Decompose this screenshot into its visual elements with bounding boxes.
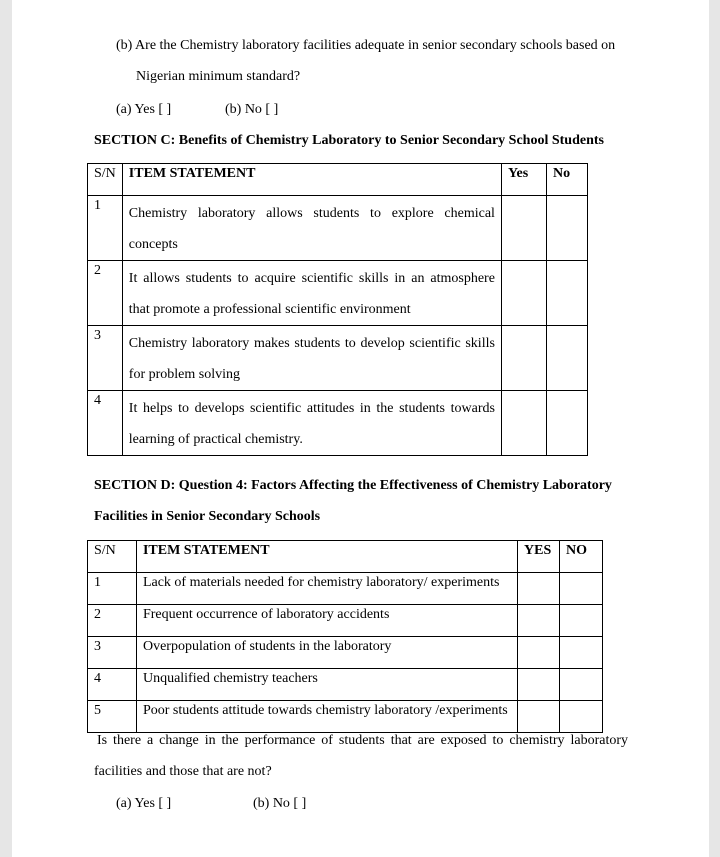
row-sn: 1 bbox=[88, 573, 137, 605]
header-yes: YES bbox=[518, 541, 560, 573]
yes-cell[interactable] bbox=[501, 391, 546, 456]
row-statement: Chemistry laboratory allows students to explore chemical concepts bbox=[122, 196, 501, 261]
no-cell[interactable] bbox=[560, 637, 603, 669]
section-c-table bbox=[87, 163, 588, 456]
table-row bbox=[88, 669, 603, 701]
section-d-title-label: SECTION D: Question 4 bbox=[94, 478, 243, 493]
question-b-option-yes[interactable]: (a) Yes [ ] bbox=[116, 102, 172, 117]
table-row bbox=[88, 261, 588, 326]
row-sn: 3 bbox=[88, 326, 123, 391]
document-page bbox=[12, 0, 709, 857]
row-statement: Overpopulation of students in the laboratory bbox=[136, 637, 517, 669]
header-no: NO bbox=[560, 541, 603, 573]
table-row bbox=[88, 701, 603, 733]
yes-cell[interactable] bbox=[501, 261, 546, 326]
row-statement: Unqualified chemistry teachers bbox=[136, 669, 517, 701]
row-sn: 3 bbox=[88, 637, 137, 669]
final-question-option-no[interactable]: (b) No [ ] bbox=[253, 796, 307, 811]
final-question-line2: facilities and those that are not? bbox=[94, 764, 272, 779]
header-item: ITEM STATEMENT bbox=[122, 164, 501, 196]
row-sn: 5 bbox=[88, 701, 137, 733]
final-question-option-yes[interactable]: (a) Yes [ ] bbox=[116, 796, 172, 811]
no-cell[interactable] bbox=[546, 196, 587, 261]
row-sn: 4 bbox=[88, 669, 137, 701]
table-row bbox=[88, 391, 588, 456]
row-sn: 2 bbox=[88, 605, 137, 637]
header-no: No bbox=[546, 164, 587, 196]
yes-cell[interactable] bbox=[501, 196, 546, 261]
yes-cell[interactable] bbox=[501, 326, 546, 391]
no-cell[interactable] bbox=[560, 605, 603, 637]
question-b-line1: (b) Are the Chemistry laboratory facilities adequate in senior secondary schools based on bbox=[116, 38, 616, 53]
table-row bbox=[88, 605, 603, 637]
row-statement: It helps to develops scientific attitudes in the students towards learning of practical chemistry. bbox=[122, 391, 501, 456]
no-cell[interactable] bbox=[560, 669, 603, 701]
row-statement: Lack of materials needed for chemistry laboratory/ experiments bbox=[136, 573, 517, 605]
section-d-table bbox=[87, 540, 603, 733]
yes-cell[interactable] bbox=[518, 637, 560, 669]
question-b-line2: Nigerian minimum standard? bbox=[136, 69, 301, 84]
final-question-line1: Is there a change in the performance of students that are exposed to chemistry laboratory bbox=[97, 733, 628, 748]
section-d-title-text: : Factors Affecting the Effectiveness of Chemistry Laboratory bbox=[242, 478, 612, 493]
row-statement: It allows students to acquire scientific skills in an atmosphere that promote a professional scientific environment bbox=[122, 261, 501, 326]
no-cell[interactable] bbox=[560, 701, 603, 733]
section-d-title-line2: Facilities in Senior Secondary Schools bbox=[94, 509, 321, 524]
no-cell[interactable] bbox=[546, 391, 587, 456]
header-item: ITEM STATEMENT bbox=[136, 541, 517, 573]
header-sn: S/N bbox=[88, 164, 123, 196]
row-statement: Frequent occurrence of laboratory accidents bbox=[136, 605, 517, 637]
header-sn: S/N bbox=[88, 541, 137, 573]
section-c-title: SECTION C: Benefits of Chemistry Laboratory to Senior Secondary School Students bbox=[94, 133, 604, 148]
yes-cell[interactable] bbox=[518, 605, 560, 637]
no-cell[interactable] bbox=[560, 573, 603, 605]
table-row bbox=[88, 326, 588, 391]
table-row bbox=[88, 196, 588, 261]
row-sn: 4 bbox=[88, 391, 123, 456]
question-b-option-no[interactable]: (b) No [ ] bbox=[225, 102, 279, 117]
yes-cell[interactable] bbox=[518, 573, 560, 605]
no-cell[interactable] bbox=[546, 261, 587, 326]
section-d-title bbox=[94, 478, 612, 494]
yes-cell[interactable] bbox=[518, 701, 560, 733]
header-yes: Yes bbox=[501, 164, 546, 196]
row-statement: Chemistry laboratory makes students to develop scientific skills for problem solving bbox=[122, 326, 501, 391]
row-statement: Poor students attitude towards chemistry laboratory /experiments bbox=[136, 701, 517, 733]
table-row bbox=[88, 637, 603, 669]
row-sn: 1 bbox=[88, 196, 123, 261]
table-row bbox=[88, 573, 603, 605]
yes-cell[interactable] bbox=[518, 669, 560, 701]
no-cell[interactable] bbox=[546, 326, 587, 391]
row-sn: 2 bbox=[88, 261, 123, 326]
